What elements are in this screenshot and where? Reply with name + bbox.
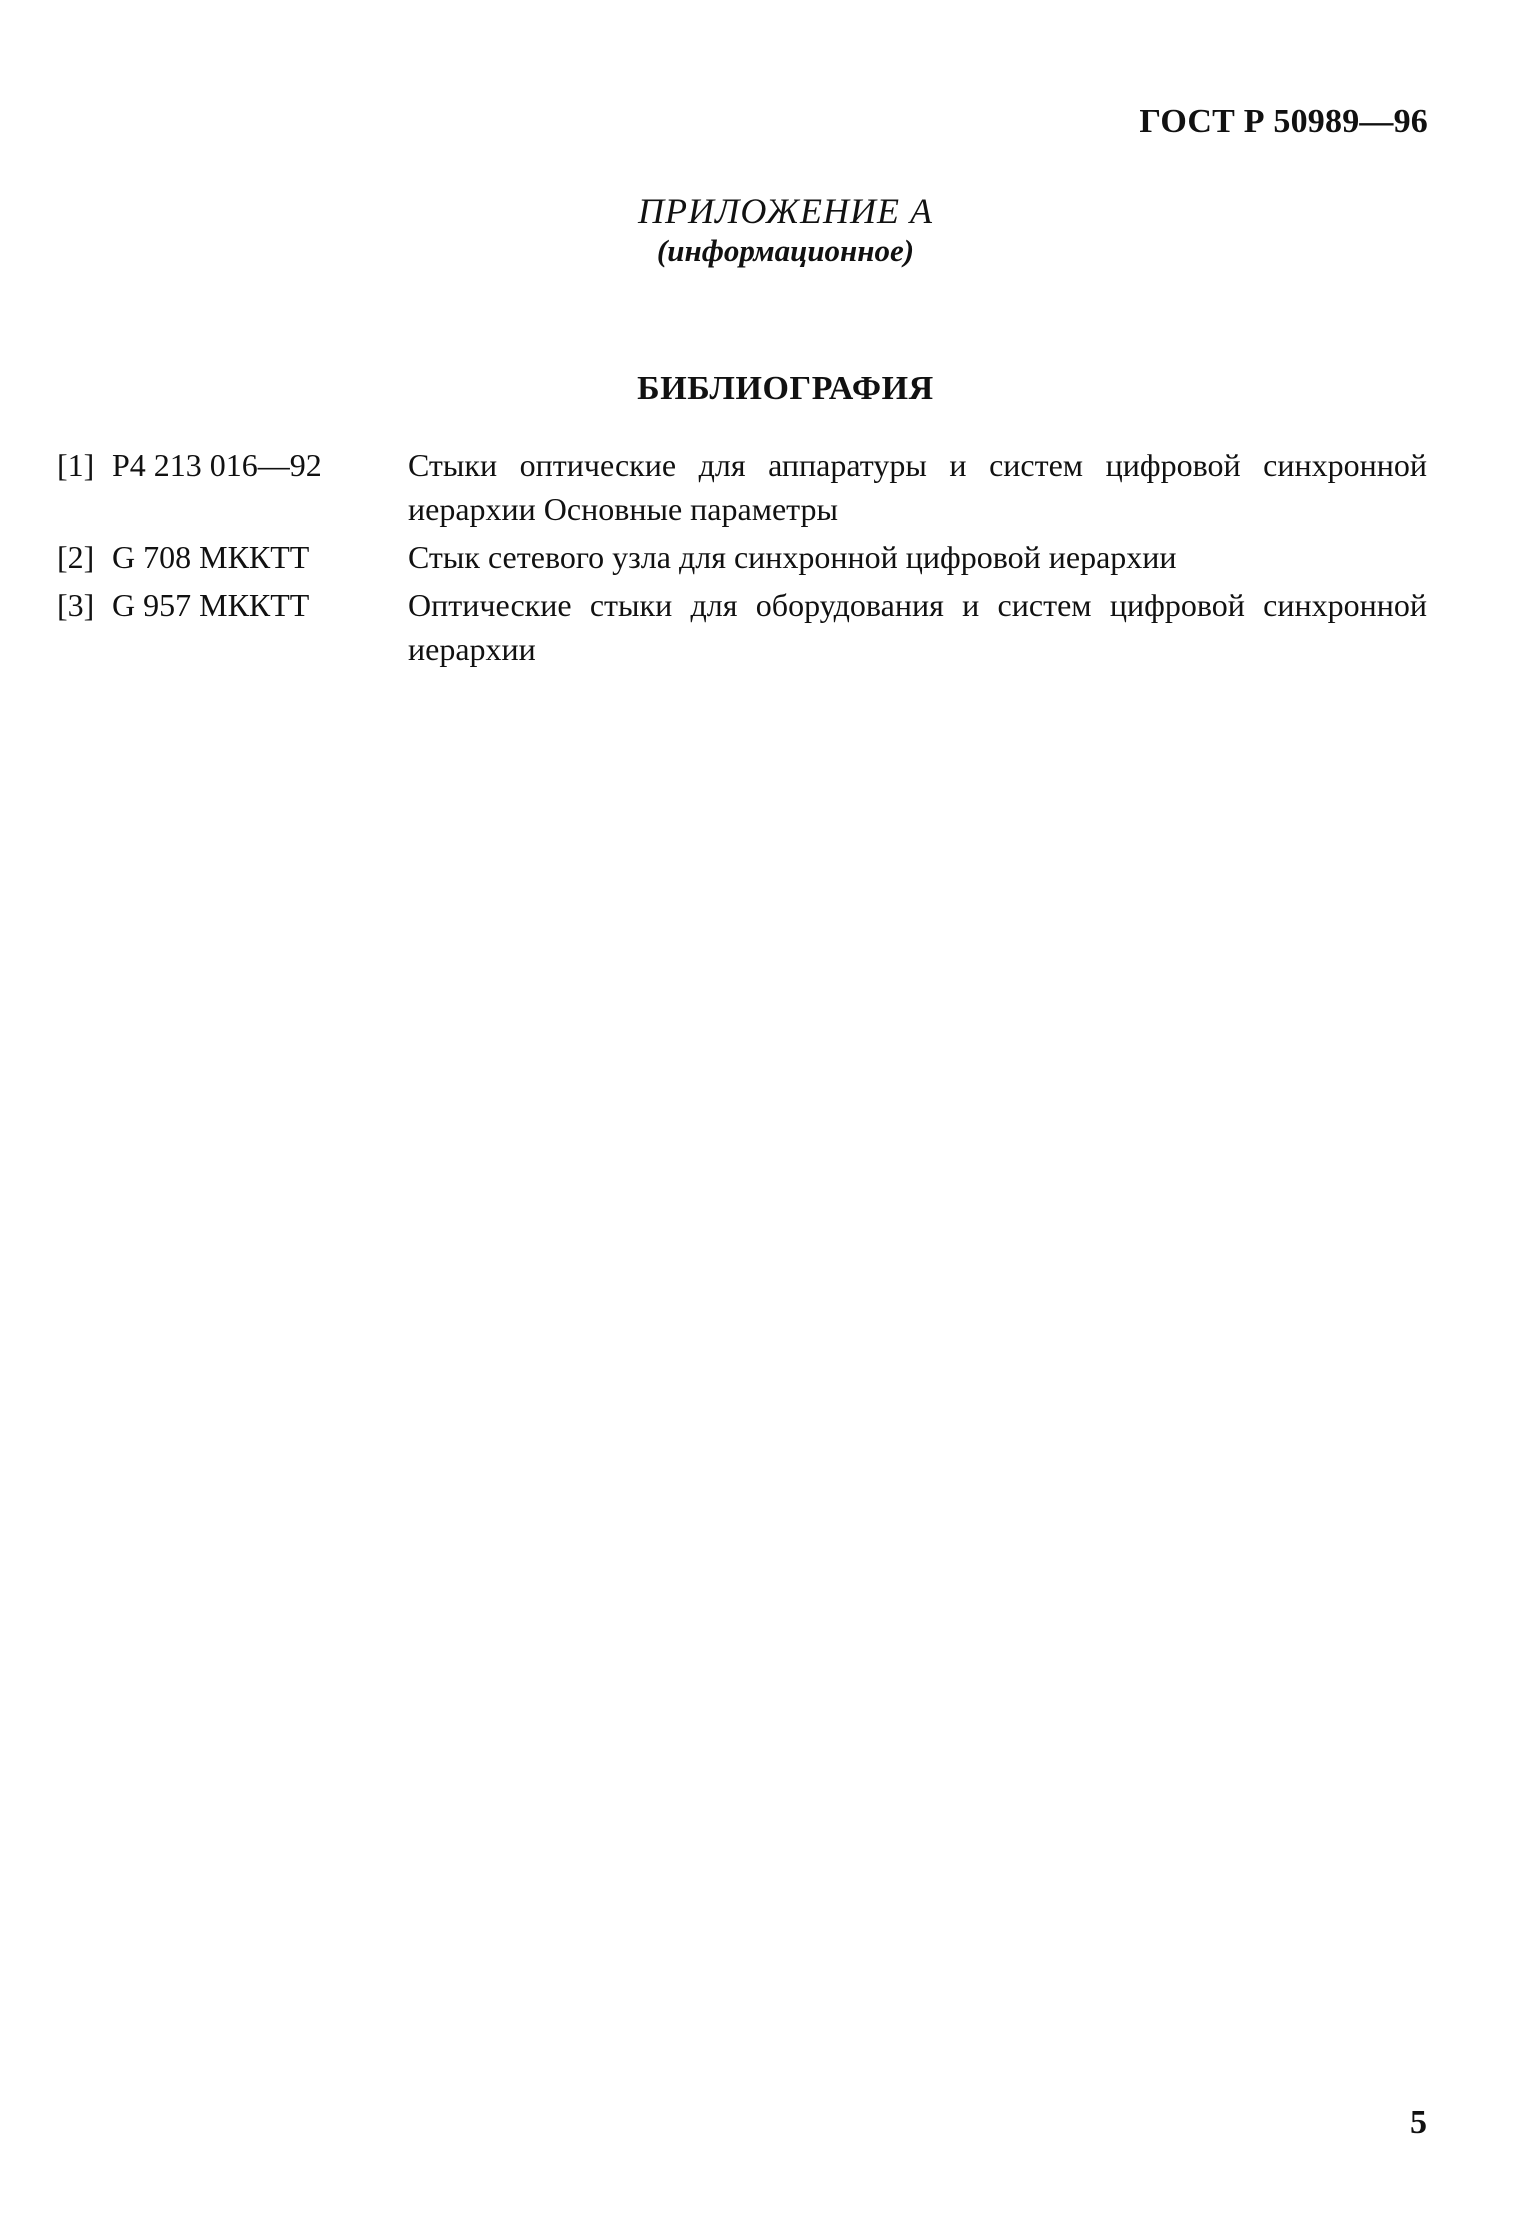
- document-code: ГОСТ Р 50989—96: [1139, 103, 1428, 140]
- bibliography-list: [57, 443, 1427, 675]
- entry-number: [2]: [57, 539, 95, 575]
- annex-subtitle: (информационное): [656, 233, 915, 268]
- entry-code: G 708 МККТТ: [112, 539, 310, 575]
- bibliography-entry-1: [57, 443, 1427, 531]
- bibliography-entry-3: [57, 583, 1427, 671]
- entry-code: G 957 МККТТ: [112, 587, 310, 623]
- entry-number: [1]: [57, 447, 95, 483]
- page-number: 5: [1410, 2104, 1427, 2141]
- annex-heading: [0, 190, 1517, 270]
- bibliography-entry-2: [57, 535, 1427, 579]
- entry-code: Р4 213 016—92: [112, 447, 322, 483]
- annex-title: ПРИЛОЖЕНИЕ А: [638, 191, 933, 231]
- entry-title: Стык сетевого узла для синхронной цифровой иерархии: [408, 539, 1177, 575]
- section-title: [0, 370, 1517, 408]
- entry-title: Оптические стыки для оборудования и систем цифровой синхронной иерархии: [408, 587, 1427, 667]
- entry-number: [3]: [57, 587, 95, 623]
- entry-title: Стыки оптические для аппаратуры и систем цифровой синхронной иерархии Основные параметры: [408, 447, 1427, 527]
- section-title-text: БИБЛИОГРАФИЯ: [637, 370, 934, 407]
